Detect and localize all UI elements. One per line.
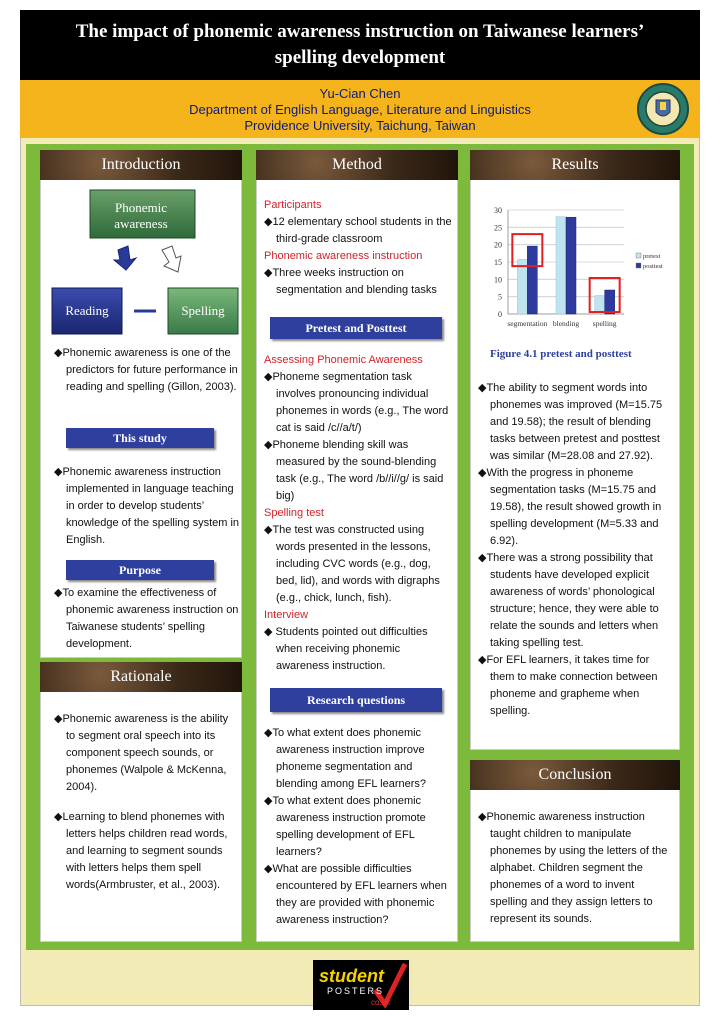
chart-bar-pretest-segmentation bbox=[517, 259, 527, 314]
purpose-heading: Purpose bbox=[66, 560, 214, 580]
interview-text: ◆ Students pointed out difficulties when receiving phonemic awareness instruction. bbox=[264, 626, 428, 672]
participants-text: ◆12 elementary school students in the third-grade classroom bbox=[264, 216, 452, 245]
diagram-box-spelling: Spelling bbox=[181, 303, 225, 318]
chart-y-tick-label: 20 bbox=[494, 240, 502, 250]
chart-bar-posttest-blending bbox=[566, 217, 576, 314]
rationale-paragraph-1: ◆Phonemic awareness is the ability to segment oral speech into its component speech sounds, or phonemes (Walpole & McKenna, 2004). bbox=[54, 713, 229, 793]
research-questions-block bbox=[264, 725, 454, 929]
instruction-label: Phonemic awareness instruction bbox=[264, 250, 423, 262]
logo-text-posters: POSTERS bbox=[327, 986, 385, 996]
participants-label: Participants bbox=[264, 199, 322, 211]
figure-caption: Figure 4.1 pretest and posttest bbox=[490, 348, 632, 360]
results-paragraph-1: ◆The ability to segment words into phonemes was improved (M=15.75 and 19.58); the result of blending tasks between pretest and posttest was similar (M=28.08 and 27.92). bbox=[478, 382, 663, 462]
interview-label: Interview bbox=[264, 609, 309, 621]
rationale-panel bbox=[40, 662, 242, 942]
research-question-1: ◆To what extent does phonemic awareness instruction improve phoneme segmentation and blending among EFL learners? bbox=[264, 727, 427, 790]
logo-text-student: student bbox=[319, 966, 384, 986]
chart-x-tick-label: blending bbox=[552, 319, 580, 328]
results-heading: Results bbox=[470, 150, 680, 180]
logo-text-couk: co.uk bbox=[371, 998, 391, 1007]
chart-y-tick-label: 0 bbox=[498, 310, 502, 319]
author-name: Yu-Cian Chen bbox=[319, 86, 401, 101]
method-heading: Method bbox=[256, 150, 458, 180]
chart-y-tick-label: 25 bbox=[494, 223, 502, 233]
conclusion-heading: Conclusion bbox=[470, 760, 680, 790]
results-paragraph-3: ◆There was a strong possibility that students have developed explicit awareness of words’ phonological structure; hence, they were able to relate the sounds and letters when taking spelling test. bbox=[478, 552, 659, 649]
research-questions-heading: Research questions bbox=[270, 688, 442, 712]
chart-y-tick-label: 10 bbox=[494, 275, 502, 285]
assessing-label: Assessing Phonemic Awareness bbox=[264, 354, 423, 366]
rationale-paragraph-2: ◆Learning to blend phonemes with letters helps children read words, and learning to segment sounds with letters helps them spell words(Armbruster, et al., 2003). bbox=[54, 811, 228, 891]
diagram-box-reading: Reading bbox=[65, 303, 109, 318]
intro-paragraph-3: ◆To examine the effectiveness of phonemic awareness instruction on Taiwanese students’ spelling development. bbox=[54, 587, 239, 650]
spelling-test-text: ◆The test was constructed using words presented in the lessons, including CVC words (e.g., dog, bed, lid), and words with digraphs (e.g., chick, lunch, fish). bbox=[264, 524, 440, 604]
author-block bbox=[20, 80, 700, 138]
results-paragraph-2: ◆With the progress in phoneme segmentation tasks (M=15.75 and 19.58), the result showed growth in spelling development (M=5.33 and 6.92). bbox=[478, 467, 662, 547]
chart-y-tick-label: 15 bbox=[494, 258, 502, 267]
student-posters-logo bbox=[313, 960, 409, 1010]
pretest-posttest-heading: Pretest and Posttest bbox=[270, 317, 442, 339]
instruction-text: ◆Three weeks instruction on segmentation and blending tasks bbox=[264, 267, 437, 296]
university: Providence University, Taichung, Taiwan bbox=[244, 118, 476, 133]
chart-bar-posttest-segmentation bbox=[527, 246, 537, 314]
chart-legend-swatch-posttest bbox=[636, 263, 641, 268]
chart-x-tick-label: spelling bbox=[592, 319, 617, 328]
research-question-2: ◆To what extent does phonemic awareness instruction promote spelling development of EFL learners? bbox=[264, 795, 426, 858]
blending-task-text: ◆Phoneme blending skill was measured by the sound-blending task (e.g., The word /b//i//g/ is said big) bbox=[264, 439, 444, 502]
chart-legend-label-pretest: pretest bbox=[643, 253, 661, 260]
intro-paragraph-2: ◆Phonemic awareness instruction implemented in language teaching in order to develop students’ knowledge of the spelling system in English. bbox=[54, 466, 240, 546]
chart-y-tick-label: 30 bbox=[494, 206, 502, 215]
chart-bar-pretest-blending bbox=[556, 217, 566, 314]
chart-legend-label-posttest: posttest bbox=[643, 263, 663, 270]
department: Department of English Language, Literature and Linguistics bbox=[189, 102, 531, 117]
spelling-test-label: Spelling test bbox=[264, 507, 324, 519]
results-block bbox=[478, 380, 674, 720]
conclusion-paragraph: ◆Phonemic awareness instruction taught children to manipulate phonemes by using the letters of the alphabet. Children segment the phonemes of a word to invent spelling and they assign letters to represent its sounds. bbox=[478, 811, 668, 925]
this-study-heading: This study bbox=[66, 428, 214, 448]
chart-y-tick-label: 5 bbox=[498, 292, 502, 302]
chart-legend-swatch-pretest bbox=[636, 253, 641, 258]
university-seal-icon bbox=[632, 82, 694, 136]
intro-paragraph-1: ◆Phonemic awareness is one of the predictors for future performance in reading and spelling (Gillon, 2003). bbox=[54, 347, 238, 393]
results-bar-chart bbox=[474, 198, 678, 336]
rationale-heading: Rationale bbox=[40, 662, 242, 692]
poster-title: The impact of phonemic awareness instruction on Taiwanese learners’ spelling development bbox=[20, 10, 700, 80]
method-block-1 bbox=[264, 197, 454, 299]
chart-x-tick-label: segmentation bbox=[507, 319, 548, 328]
introduction-heading: Introduction bbox=[40, 150, 242, 180]
results-paragraph-4: ◆For EFL learners, it takes time for them to make connection between phoneme and grapheme when spelling. bbox=[478, 654, 658, 717]
chart-bar-posttest-spelling bbox=[605, 290, 615, 314]
research-question-3: ◆What are possible difficulties encountered by EFL learners when they are provided with phonemic awareness instruction? bbox=[264, 863, 447, 926]
diagram-box-phonemic-awareness: Phonemic awareness bbox=[114, 200, 168, 231]
segmentation-task-text: ◆Phoneme segmentation task involves pronouncing individual phonemes in words (e.g., The word cat is said /c//a/t/) bbox=[264, 371, 449, 434]
method-block-2 bbox=[264, 352, 454, 675]
